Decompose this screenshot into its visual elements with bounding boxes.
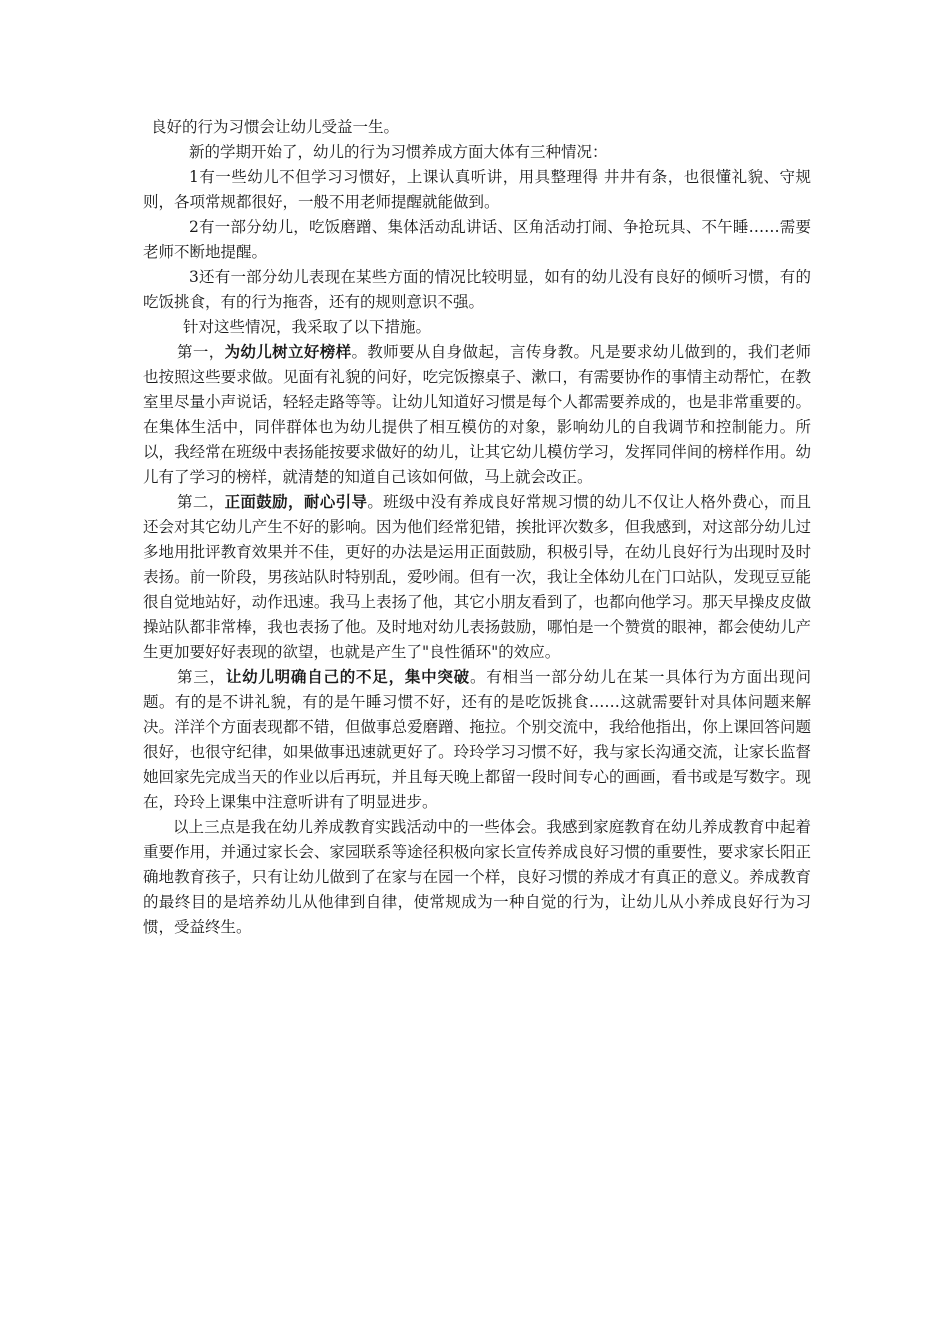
paragraph-measures-intro: 针对这些情况，我采取了以下措施。: [183, 318, 432, 336]
measure-1-lead: 第一，: [177, 343, 225, 361]
measure-2-body: 。班级中没有养成良好常规习惯的幼儿不仅让人格外费心，而且还会对其它幼儿产生不好的影响。因为他们经常犯错，挨批评次数多，但我感到，对这部分幼儿过多地用批评教育效果并不佳，更好的办法是运用正面鼓励，积极引导，在幼儿良好行为出现时及时表扬。前一阶段，男孩站队时特别乱，爱吵闹。但有一次，我让全体幼儿在门口站队，发现豆豆能很自觉地站好，动作迅速。我马上表扬了他，其它小朋友看到了，也都向他学习。那天早操皮皮做操站队都非常棒，我也表扬了他。及时地对幼儿表扬鼓励，哪怕是一个赞赏的眼神，都会使幼儿产生更加要好好表现的欲望，也就是产生了"良性循环"的效应。: [143, 493, 811, 661]
paragraph-measure-1: [143, 340, 811, 490]
paragraph-situation-3: 3还有一部分幼儿表现在某些方面的情况比较明显，如有的幼儿没有良好的倾听习惯，有的吃饭挑食，有的行为拖沓，还有的规则意识不强。: [143, 268, 811, 311]
measure-3-body: 。有相当一部分幼儿在某一具体行为方面出现问题。有的是不讲礼貌，有的是午睡习惯不好，还有的是吃饭挑食……这就需要针对具体问题来解决。洋洋个方面表现都不错，但做事总爱磨蹭、拖拉。个别交流中，我给他指出，你上课回答问题很好，也很守纪律，如果做事迅速就更好了。玲玲学习习惯不好，我与家长沟通交流，让家长监督她回家先完成当天的作业以后再玩，并且每天晚上都留一段时间专心的画画，看书或是写数字。现在，玲玲上课集中注意听讲有了明显进步。: [143, 668, 811, 811]
measure-3-heading: 让幼儿明确自己的不足，集中突破: [225, 668, 470, 686]
measure-2-heading: 正面鼓励，耐心引导: [224, 493, 368, 511]
paragraph-conclusion: 以上三点是我在幼儿养成教育实践活动中的一些体会。我感到家庭教育在幼儿养成教育中起着重要作用，并通过家长会、家园联系等途径积极向家长宣传养成良好习惯的重要性，要求家长阳正确地教育孩子，只有让幼儿做到了在家与在园一个样，良好习惯的养成才有真正的意义。养成教育的最终目的是培养幼儿从他律到自律，使常规成为一种自觉的行为，让幼儿从小养成良好行为习惯，受益终生。: [143, 818, 811, 936]
measure-1-heading: 为幼儿树立好榜样: [224, 343, 352, 361]
paragraph-situation-1: 1有一些幼儿不但学习习惯好，上课认真听讲，用具整理得 井井有条，也很懂礼貌、守规则，各项常规都很好，一般不用老师提醒就能做到。: [143, 168, 811, 211]
paragraph-measure-3: [143, 665, 811, 815]
paragraph-situation-2: 2有一部分幼儿，吃饭磨蹭、集体活动乱讲话、区角活动打闹、争抢玩具、不午睡……需要老师不断地提醒。: [143, 218, 811, 261]
paragraph-situation-intro: 新的学期开始了，幼儿的行为习惯养成方面大体有三种情况：: [189, 143, 608, 161]
paragraph-intro: 良好的行为习惯会让幼儿受益一生。: [151, 118, 400, 136]
measure-1-body: 。教师要从自身做起，言传身教。凡是要求幼儿做到的，我们老师也按照这些要求做。见面有礼貌的问好，吃完饭擦桌子、漱口，有需要协作的事情主动帮忙，在教室里尽量小声说话，轻轻走路等等。让幼儿知道好习惯是每个人都需要养成的，也是非常重要的。在集体生活中，同伴群体也为幼儿提供了相互模仿的对象，影响幼儿的自我调节和控制能力。所以，我经常在班级中表扬能按要求做好的幼儿，让其它幼儿模仿学习，发挥同伴间的榜样作用。幼儿有了学习的榜样，就清楚的知道自己该如何做，马上就会改正。: [143, 343, 811, 486]
measure-3-lead: 第三，: [177, 668, 226, 686]
paragraph-measure-2: [143, 490, 811, 665]
document-body: [143, 115, 811, 940]
measure-2-lead: 第二，: [177, 493, 225, 511]
